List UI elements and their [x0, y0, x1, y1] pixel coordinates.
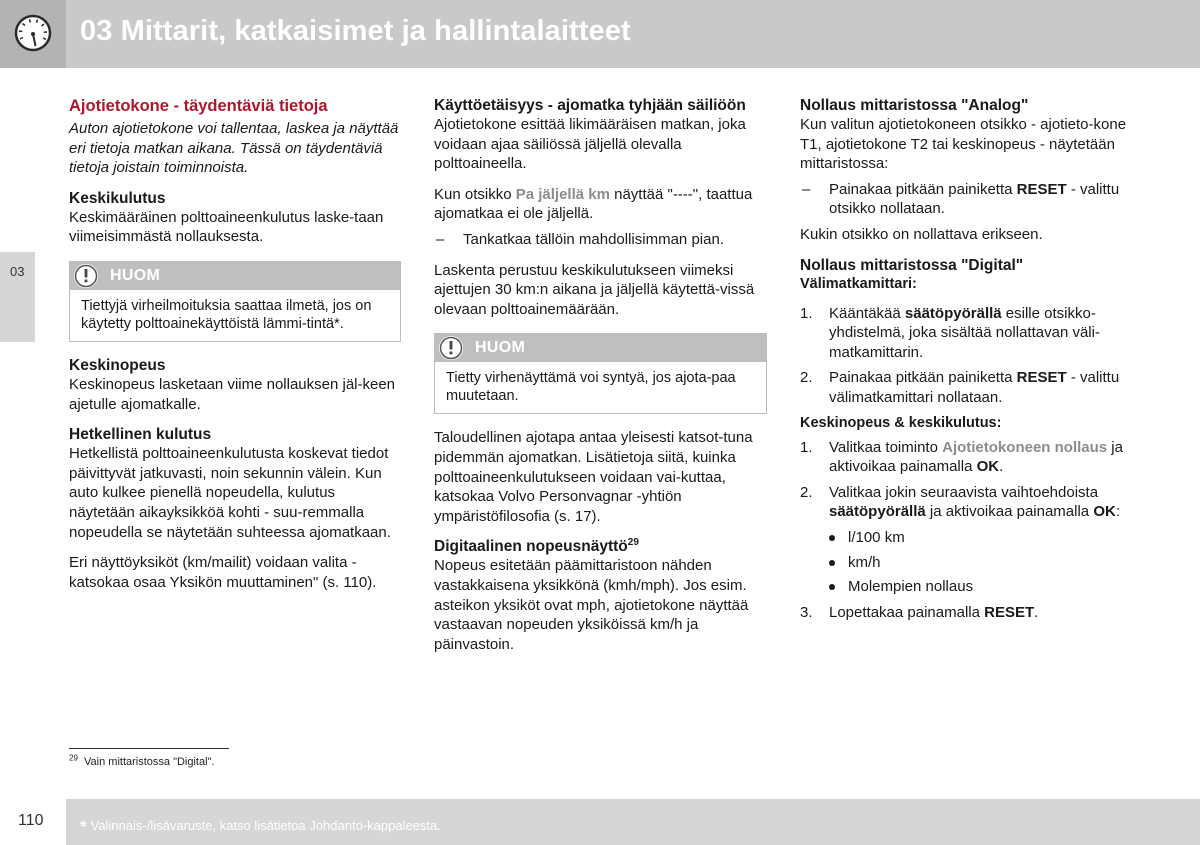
section-intro: Auton ajotietokone voi tallentaa, laskea ja näyttää eri tietoja matkan aikana. Tässä on täydentäviä tietoja joistain toiminnoista.	[69, 120, 399, 177]
keskikulutus-text: Keskimääräinen polttoaineenkulutus laske-taan viimeisimmästä nollauksesta.	[69, 208, 384, 246]
page-number-box	[0, 799, 66, 845]
kaytto-heading: Käyttöetäisyys - ajomatka tyhjään säiliöön	[434, 97, 746, 114]
otsikko-text: Kun otsikko Pa jäljellä km näyttää "----", taattua ajomatkaa ei ole jäljellä.	[434, 185, 753, 223]
list-item: 2. Painakaa pitkään painiketta RESET - valittu välimatkamittari nollataan.	[800, 369, 1120, 406]
bullet-item: l/100 km	[800, 528, 1130, 548]
bullet-icon	[829, 584, 835, 590]
valimatka-heading: Välimatkamittari:	[800, 275, 917, 292]
keskikulutus-heading: Keskikulutus	[69, 189, 166, 207]
laskenta-text: Laskenta perustuu keskikulutukseen viimeksi ajettujen 30 km:n aikana ja jäljellä käytettä-vissä olevaan polttoainemäärään.	[434, 261, 755, 318]
digi-text: Nopeus esitetään päämittaristoon nähden vastakkaisena yksikkönä (kmh/mph). Jos esim. asteikon yksiköt ovat mph, ajotietokone näyttää vastaavan nopeuden yksiköissä km/h ja päinvastoin.	[434, 557, 749, 653]
column-1	[69, 96, 401, 592]
keskinopeus-heading: Keskinopeus	[69, 356, 166, 374]
section-title: Ajotietokone - täydentäviä tietoja	[69, 97, 328, 115]
talous-text: Taloudellinen ajotapa antaa yleisesti katsot-tuna pidemmän ajomatkan. Lisätietoja siitä, kuinka polttoaineenkulutukseen voidaan vai-kuttaa, katsokaa Volvo Personvagnar -yhtiön ympäristöfilosofia (s. 17).	[434, 429, 753, 525]
page-number: 110	[18, 812, 44, 829]
asterisk-icon: *	[80, 817, 87, 836]
note-box	[69, 261, 401, 342]
note-label: HUOM	[475, 339, 526, 357]
note-text: Tiettyjä virheilmoituksia saattaa ilmetä, jos on käytetty polttoainekäyttöistä lämmi-tintä*.	[81, 297, 372, 332]
list-item: – Tankatkaa tällöin mahdollisimman pian.	[436, 230, 724, 248]
kesk-heading: Keskinopeus & keskikulutus:	[800, 414, 1002, 431]
page-header	[0, 0, 1200, 68]
kaytto-text: Ajotietokone esittää likimääräisen matkan, joka voidaan ajaa säiliössä jäljellä olevalla polttoaineella.	[434, 116, 746, 173]
bullet-icon	[829, 535, 835, 541]
chapter-title: 03 Mittarit, katkaisimet ja hallintalaitteet	[80, 15, 631, 47]
footnote-divider	[69, 748, 229, 749]
list-item: 1. Kääntäkää säätöpyörällä esille otsikko-yhdistelmä, joka sisältää nollattavan väli-matkamittarin.	[800, 304, 1100, 361]
list-item: 2. Valitkaa jokin seuraavista vaihtoehdoista säätöpyörällä ja aktivoikaa painamalla OK:	[800, 483, 1120, 521]
note-box	[434, 333, 767, 414]
bullet-icon	[829, 560, 835, 566]
bullet-item: km/h	[800, 553, 1130, 573]
analog-text: Kun valitun ajotietokoneen otsikko - ajotieto-kone T1, ajotietokone T2 tai keskinopeus - näytetään mittaristossa:	[800, 116, 1127, 173]
list-item: – Painakaa pitkään painiketta RESET - valittu otsikko nollataan.	[802, 180, 1120, 218]
note-label: HUOM	[110, 266, 161, 284]
chapter-side-tab	[0, 252, 35, 342]
analog-heading: Nollaus mittaristossa "Analog"	[800, 97, 1029, 114]
list-item: 1. Valitkaa toiminto Ajotietokoneen nollaus ja aktivoikaa painamalla OK.	[800, 438, 1123, 476]
note-header	[70, 262, 400, 290]
bullet-item: Molempien nollaus	[800, 577, 1130, 597]
keskinopeus-text: Keskinopeus lasketaan viime nollauksen jäl-keen ajetulle ajomatkalle.	[69, 375, 396, 413]
info-icon	[439, 336, 463, 360]
page-footer	[0, 799, 1200, 845]
note-header	[435, 334, 766, 362]
chapter-icon-box	[0, 0, 66, 68]
gauge-icon	[13, 13, 53, 53]
list-item: 3. Lopettakaa painamalla RESET.	[800, 603, 1039, 621]
digi-heading: Digitaalinen nopeusnäyttö$^{29}$	[434, 537, 639, 556]
hetkellinen-heading: Hetkellinen kulutus	[69, 426, 212, 444]
column-2	[434, 96, 767, 654]
display-label: Pa jäljellä km	[515, 185, 610, 203]
note-text: Tietty virhenäyttämä voi syntyä, jos ajota-paa muutetaan.	[446, 370, 736, 405]
kukin-text: Kukin otsikko on nollattava erikseen.	[800, 225, 1043, 243]
footer-note: * Valinnais-/lisävaruste, katso lisätietoa Johdanto-kappaleesta.	[80, 817, 441, 836]
side-tab-label: 03	[10, 264, 25, 279]
footnote: $^{29}$ Vain mittaristossa "Digital".	[69, 753, 215, 768]
hetkellinen-text: Hetkellistä polttoaineenkulutusta koskevat tiedot päivittyvät jatkuvasti, noin sekunnin välein. Kun auto kulkee pienellä nopeudella, kulutus näytetään aikayksikköä kohti - suu-remmalla nopeudella se näytetään suhteessa ajomatkaan.	[69, 445, 391, 541]
info-icon	[74, 264, 98, 288]
digital-heading: Nollaus mittaristossa "Digital"	[800, 256, 1024, 274]
column-3	[800, 96, 1130, 622]
units-text: Eri näyttöyksiköt (km/mailit) voidaan valita - katsokaa osaa Yksikön muuttaminen" (s. 110).	[69, 554, 377, 591]
